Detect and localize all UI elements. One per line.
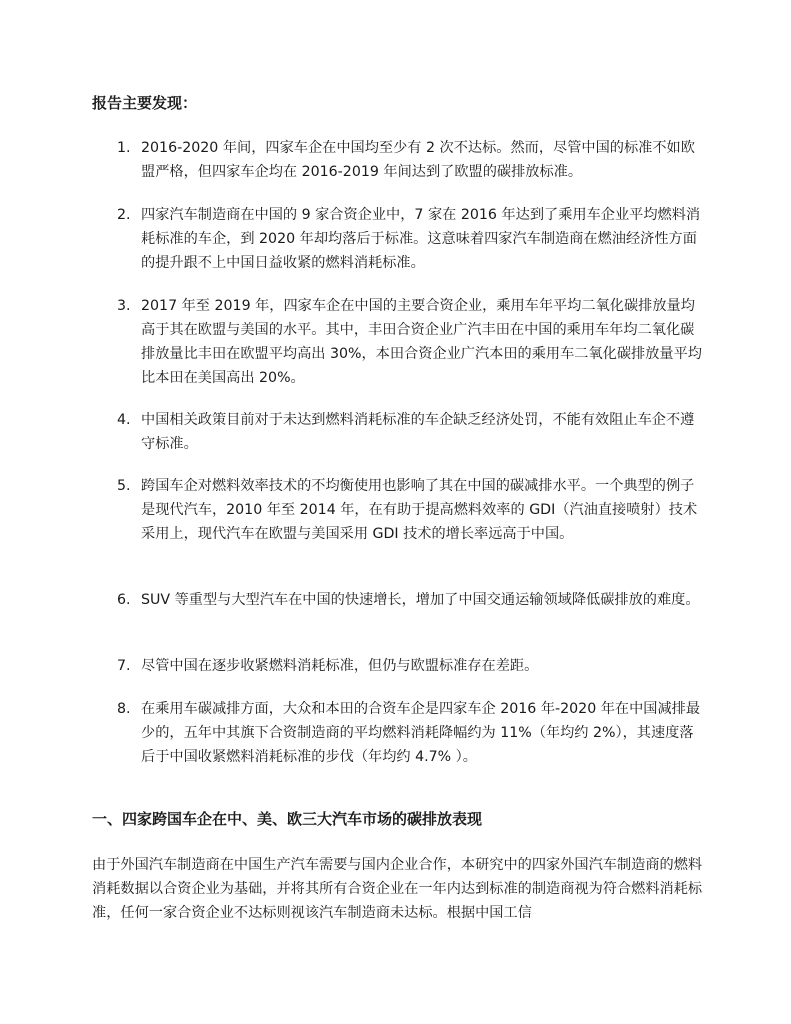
finding-number: 1. bbox=[117, 140, 131, 156]
finding-text: 跨国车企对燃料效率技术的不均衡使用也影响了其在中国的碳减排水平。一个典型的例子是现代汽车，2010 年至 2014 年，在有助于提高燃料效率的 GDI（汽油直接喷射）技术采用上，现代汽车在欧盟与美国采用 GDI 技术的增长率远高于中国。 bbox=[141, 478, 698, 542]
finding-text: 中国相关政策目前对于未达到燃料消耗标准的车企缺乏经济处罚，不能有效阻止车企不遵守标准。 bbox=[141, 412, 695, 452]
finding-text: 2017 年至 2019 年，四家车企在中国的主要合资企业，乘用车年平均二氧化碳排放量均高于其在欧盟与美国的水平。其中，丰田合资企业广汽丰田在中国的乘用车年均二氧化碳排放量比丰田在欧盟平均高出 30%，本田合资企业广汽本田的乘用车二氧化碳排放量平均比本田在美国高出 20%。 bbox=[141, 298, 702, 386]
findings-heading: 报告主要发现： bbox=[92, 94, 198, 112]
finding-item bbox=[117, 203, 703, 275]
finding-item bbox=[117, 588, 703, 612]
finding-number: 8. bbox=[117, 701, 131, 717]
finding-number: 5. bbox=[117, 478, 131, 494]
finding-item bbox=[117, 474, 703, 546]
finding-number: 3. bbox=[117, 298, 131, 314]
section-paragraph: 由于外国汽车制造商在中国生产汽车需要与国内企业合作，本研究中的四家外国汽车制造商的燃料消耗数据以合资企业为基础，并将其所有合资企业在一年内达到标准的制造商视为符合燃料消耗标准，任何一家合资企业不达标则视该汽车制造商未达标。根据中国工信 bbox=[92, 857, 703, 921]
finding-text: 四家汽车制造商在中国的 9 家合资企业中，7 家在 2016 年达到了乘用车企业平均燃料消耗标准的车企，到 2020 年却均落后于标准。这意味着四家汽车制造商在燃油经济性方面的提升跟不上中国日益收紧的燃料消耗标准。 bbox=[141, 207, 701, 271]
section-heading: 一、四家跨国车企在中、美、欧三大汽车市场的碳排放表现 bbox=[92, 810, 483, 828]
finding-text: 2016-2020 年间，四家车企在中国均至少有 2 次不达标。然而，尽管中国的标准不如欧盟严格，但四家车企均在 2016-2019 年间达到了欧盟的碳排放标准。 bbox=[141, 140, 695, 180]
finding-number: 2. bbox=[117, 207, 131, 223]
finding-item bbox=[117, 408, 703, 456]
finding-number: 7. bbox=[117, 658, 131, 674]
finding-text: 在乘用车碳减排方面，大众和本田的合资车企是四家车企 2016 年-2020 年在中国减排最少的，五年中其旗下合资制造商的平均燃料消耗降幅约为 11%（年均约 2%），其速度落后于中国收紧燃料消耗标准的步伐（年均约 4.7% ）。 bbox=[141, 701, 701, 765]
finding-item bbox=[117, 136, 703, 184]
finding-item bbox=[117, 294, 703, 390]
finding-number: 4. bbox=[117, 412, 131, 428]
finding-item bbox=[117, 697, 703, 769]
finding-number: 6. bbox=[117, 592, 131, 608]
finding-item bbox=[117, 654, 703, 678]
finding-text: SUV 等重型与大型汽车在中国的快速增长，增加了中国交通运输领域降低碳排放的难度。 bbox=[141, 592, 700, 608]
finding-text: 尽管中国在逐步收紧燃料消耗标准，但仍与欧盟标准存在差距。 bbox=[141, 658, 539, 674]
